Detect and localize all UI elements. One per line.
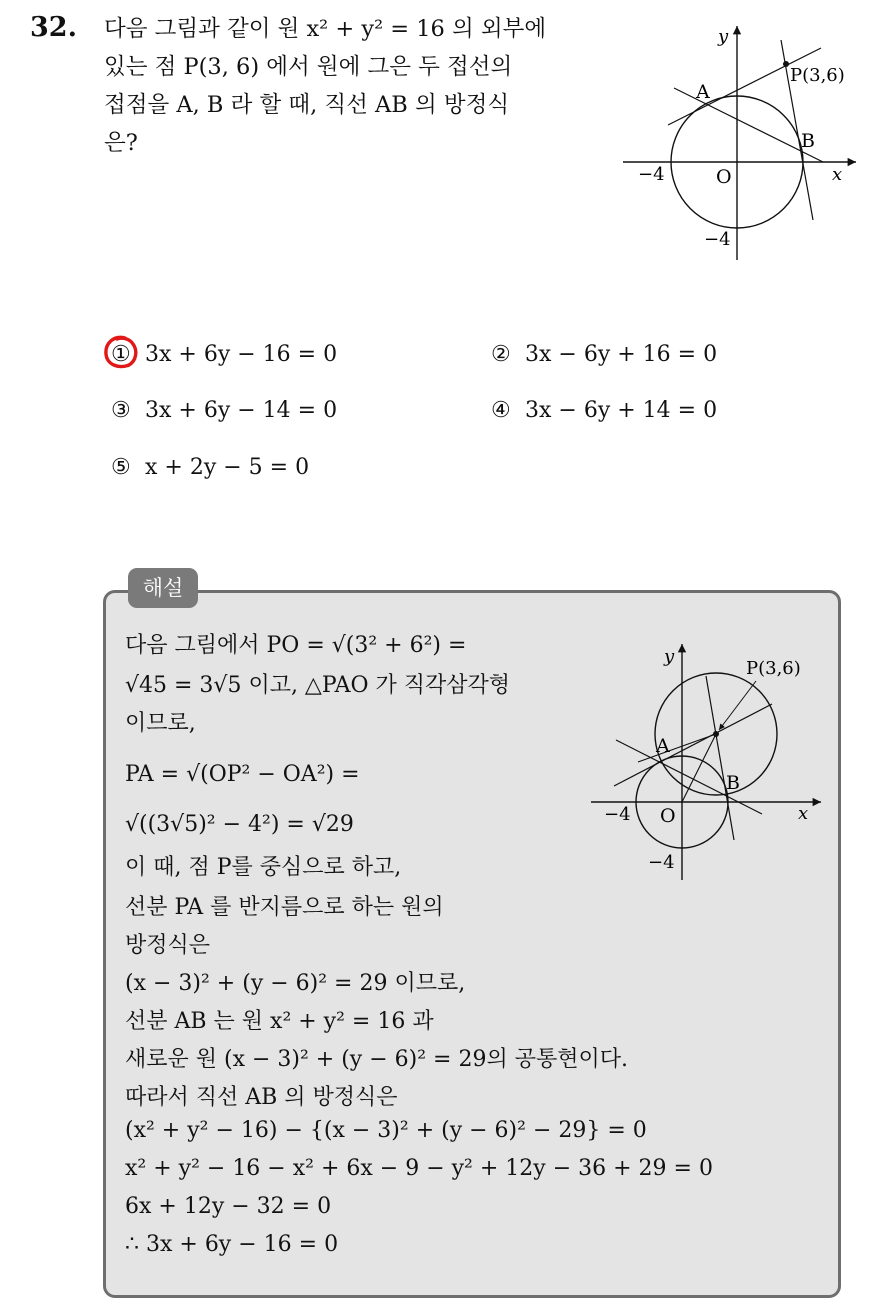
question-text [104, 10, 594, 162]
question-line: 접점을 A, B 라 할 때, 직선 AB 의 방정식 [104, 92, 510, 118]
choice-text: 3x − 6y + 16 = 0 [525, 342, 718, 367]
choice-number: ③ [111, 398, 131, 423]
solution-line: √45 = 3√5 이고, △PAO 가 직각삼각형 [125, 673, 511, 698]
label-P: P(3,6) [746, 658, 801, 679]
question-number: 32. [30, 12, 77, 43]
label-A: A [696, 81, 710, 103]
pointer-arrow [719, 681, 756, 730]
choice-number: ④ [491, 398, 511, 423]
choice-number: ⑤ [111, 455, 131, 480]
label-A: A [656, 735, 670, 757]
solution-line: 6x + 12y − 32 = 0 [125, 1194, 332, 1219]
solution-line: 새로운 원 (x − 3)² + (y − 6)² = 29의 공통현이다. [125, 1047, 628, 1072]
label-y: y [718, 26, 729, 47]
solution-line: PA = √(OP² − OA²) = [125, 762, 360, 787]
question-figure [618, 20, 868, 270]
tangent-line-A [614, 704, 772, 786]
label-x: x [798, 803, 809, 824]
choice-text: x + 2y − 5 = 0 [145, 455, 310, 480]
choice-2[interactable] [491, 342, 717, 367]
solution-line: x² + y² − 16 − x² + 6x − 9 − y² + 12y − 36 + 29 = 0 [125, 1156, 713, 1181]
solution-line: √((3√5)² − 4²) = √29 [125, 812, 354, 837]
tangent-line-A [668, 48, 821, 125]
question-line: 은? [104, 130, 138, 156]
label-B: B [801, 130, 815, 152]
solution-line: 이므로, [125, 711, 196, 736]
solution-line: (x² + y² − 16) − {(x − 3)² + (y − 6)² − 29} = 0 [125, 1118, 647, 1143]
label-neg4-x: −4 [638, 164, 665, 185]
point-P [713, 731, 719, 737]
solution-line: ∴ 3x + 6y − 16 = 0 [125, 1232, 339, 1257]
label-neg4-y: −4 [704, 229, 731, 250]
solution-line: (x − 3)² + (y − 6)² = 29 이므로, [125, 971, 466, 996]
solution-line: 다음 그림에서 PO = √(3² + 6²) = [125, 633, 467, 658]
solution-line: 선분 PA 를 반지름으로 하는 원의 [125, 895, 444, 920]
question-line: 다음 그림과 같이 원 x² + y² = 16 의 외부에 [104, 16, 547, 42]
label-neg4-y: −4 [648, 852, 675, 873]
label-x: x [832, 164, 843, 185]
label-B: B [726, 772, 740, 794]
label-y: y [664, 646, 675, 667]
solution-line: 이 때, 점 P를 중심으로 하고, [125, 855, 402, 880]
solution-line: 선분 AB 는 원 x² + y² = 16 과 [125, 1009, 434, 1034]
choice-5[interactable] [111, 455, 309, 480]
choice-1[interactable] [111, 342, 337, 367]
solution-tag: 해설 [128, 568, 198, 608]
choice-text: 3x + 6y − 14 = 0 [145, 398, 338, 423]
label-P: P(3,6) [790, 65, 845, 86]
choice-text: 3x + 6y − 16 = 0 [145, 342, 338, 367]
solution-line: 따라서 직선 AB 의 방정식은 [125, 1085, 398, 1110]
label-neg4-x: −4 [604, 804, 631, 825]
choice-number: ① [111, 342, 131, 367]
choice-3[interactable] [111, 398, 337, 423]
point-P [783, 61, 789, 67]
tangent-line-B [706, 676, 734, 840]
label-O: O [660, 805, 676, 827]
solution-line: 방정식은 [125, 933, 211, 958]
choice-number: ② [491, 342, 511, 367]
label-O: O [716, 166, 732, 188]
choice-text: 3x − 6y + 14 = 0 [525, 398, 718, 423]
chord-AB [616, 740, 762, 814]
solution-figure [586, 636, 831, 886]
choice-4[interactable] [491, 398, 717, 423]
question-line: 있는 점 P(3, 6) 에서 원에 그은 두 접선의 [104, 54, 513, 80]
